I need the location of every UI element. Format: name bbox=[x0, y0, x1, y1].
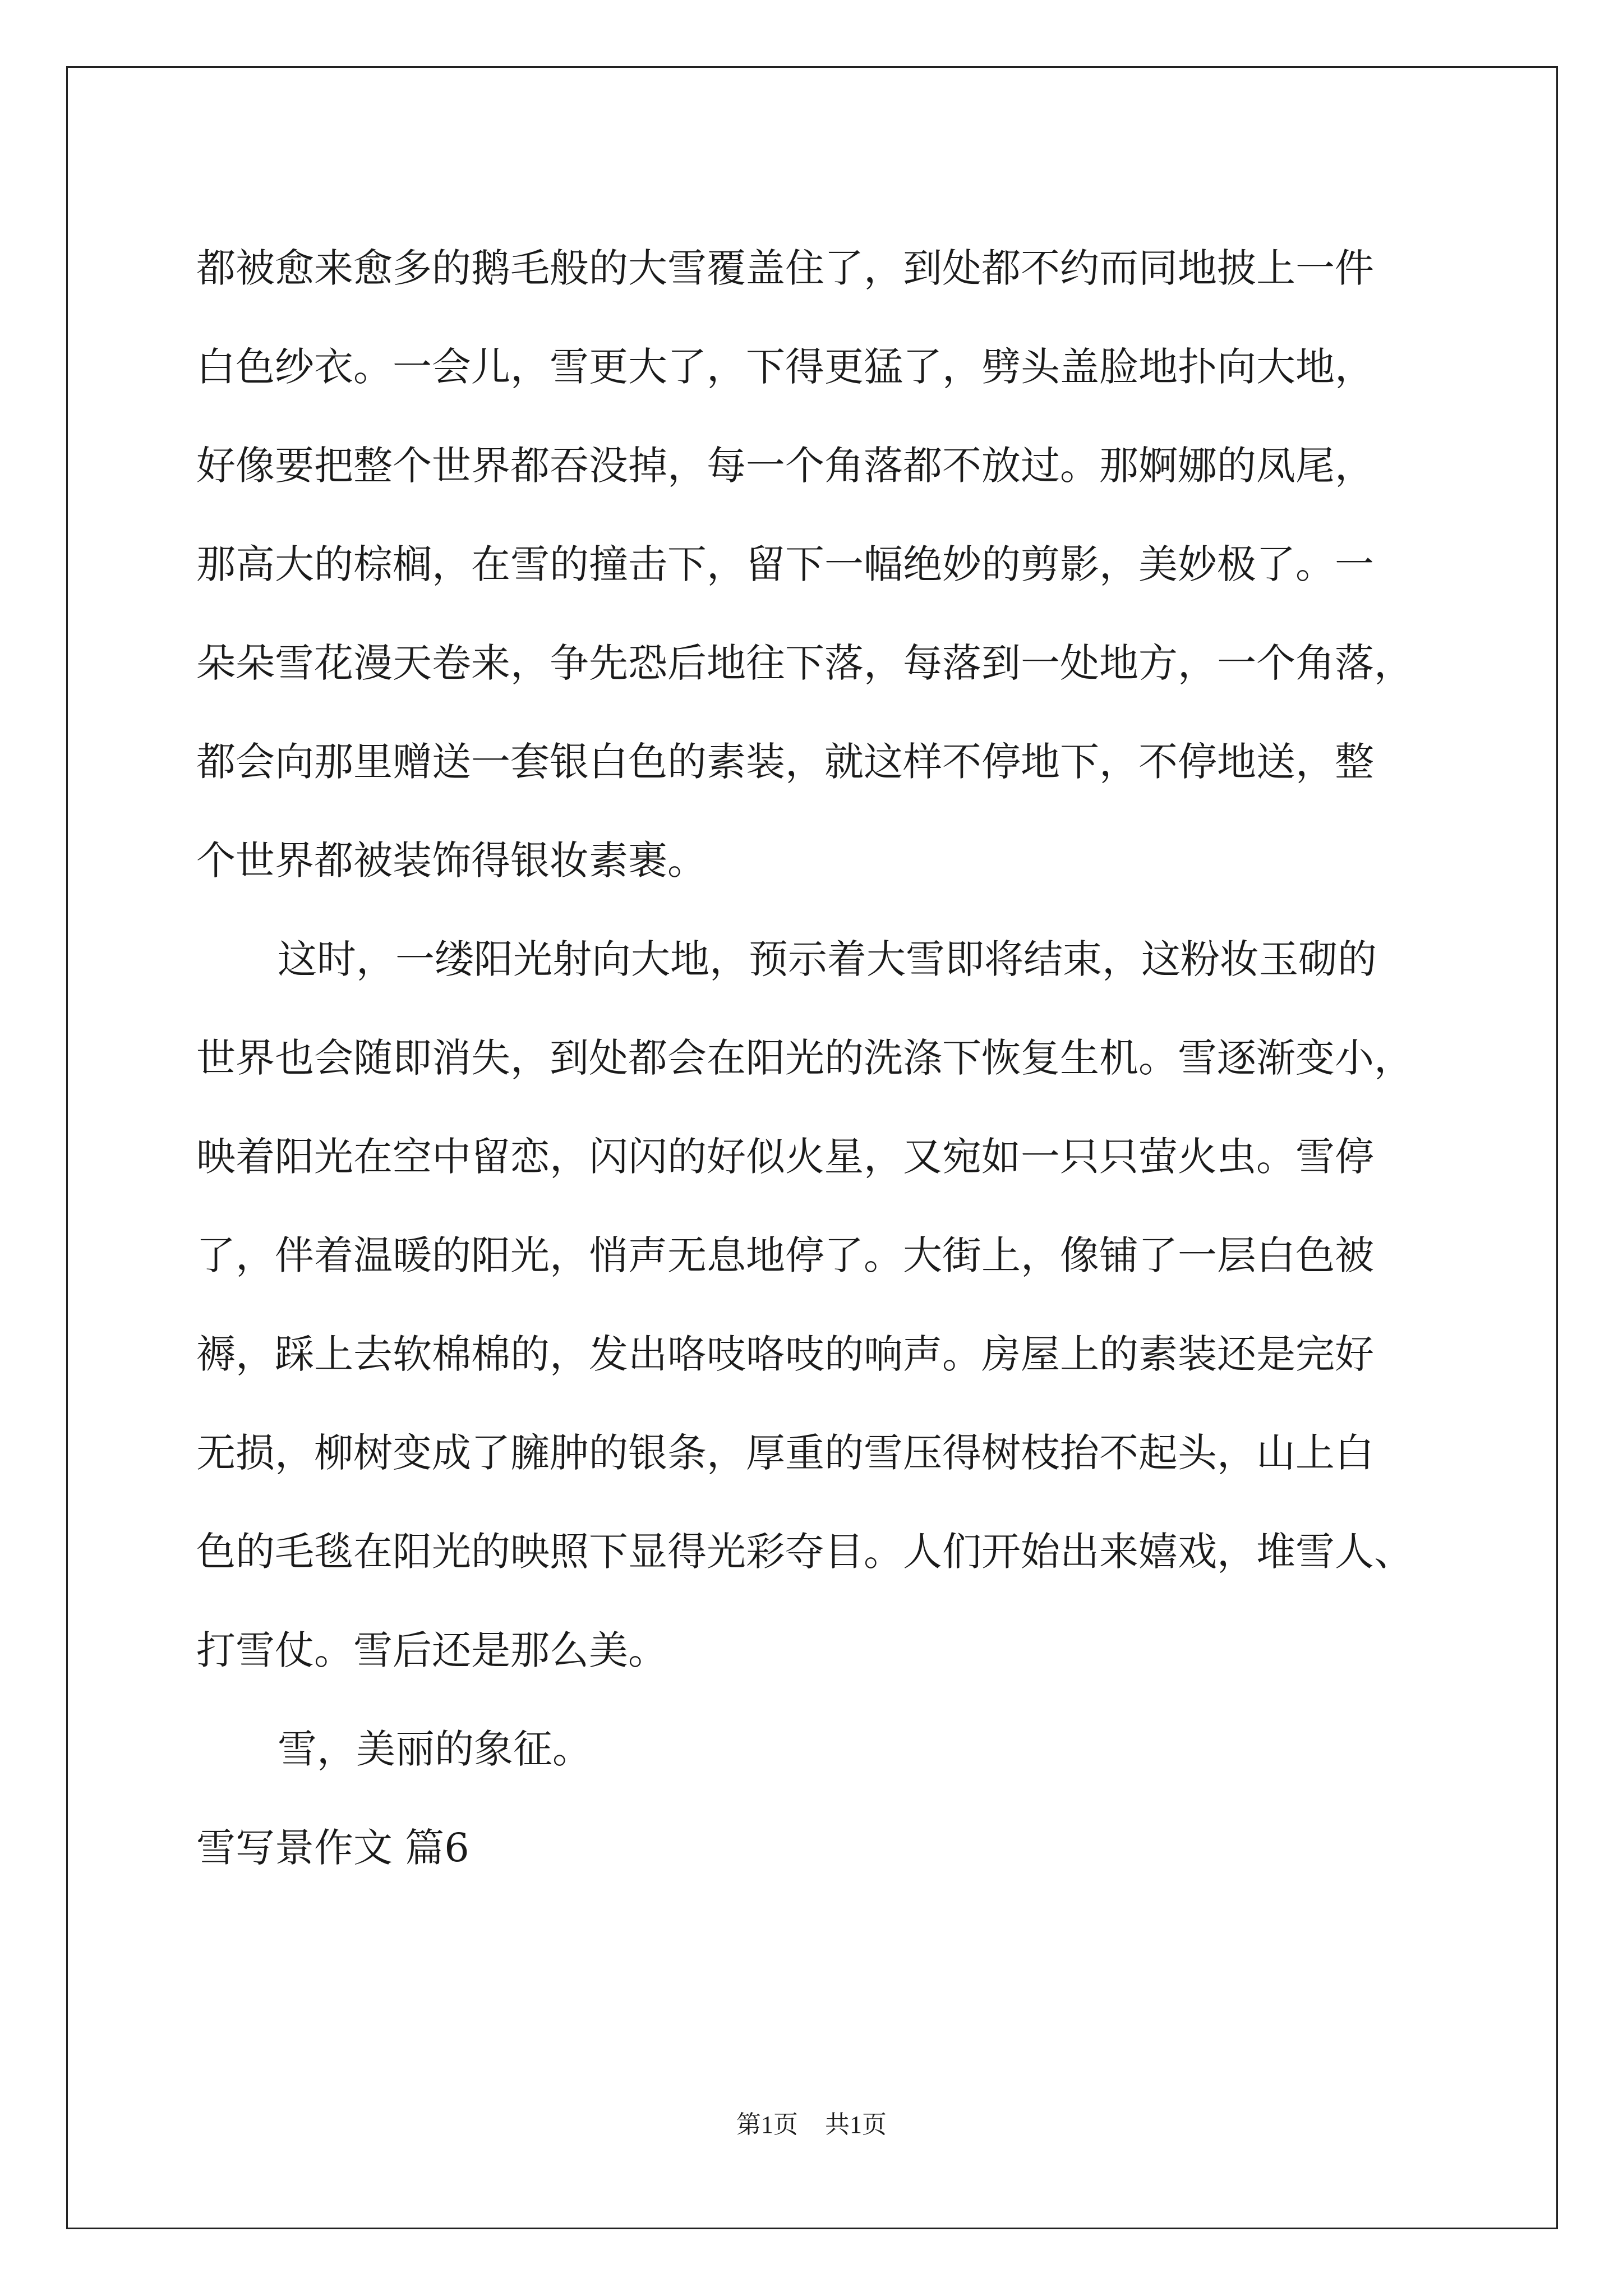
paragraph-2 bbox=[196, 910, 1447, 1700]
document-body bbox=[196, 219, 1447, 1897]
text-line: 了，伴着温暖的阳光，悄声无息地停了。大街上，像铺了一层白色被 bbox=[196, 1232, 1374, 1278]
text-line: 白色纱衣。一会儿，雪更大了，下得更猛了，劈头盖脸地扑向大地， bbox=[196, 344, 1374, 390]
text-line: 好像要把整个世界都吞没掉，每一个角落都不放过。那婀娜的凤尾， bbox=[196, 443, 1374, 489]
page-number-total: 共1页 bbox=[825, 2111, 887, 2138]
text-line: 那高大的棕榈，在雪的撞击下，留下一幅绝妙的剪影，美妙极了。一 bbox=[196, 541, 1374, 587]
text-line: 褥，踩上去软棉棉的，发出咯吱咯吱的响声。房屋上的素装还是完好 bbox=[196, 1331, 1374, 1377]
text-line: 个世界都被装饰得银妆素裹。 bbox=[196, 838, 707, 884]
text-line: 无损，柳树变成了臃肿的银条，厚重的雪压得树枝抬不起头，山上白 bbox=[196, 1430, 1374, 1476]
paragraph-1 bbox=[196, 219, 1447, 910]
text-line: 这时，一缕阳光射向大地，预示着大雪即将结束，这粉妆玉砌的 bbox=[278, 936, 1377, 982]
text-line: 都被愈来愈多的鹅毛般的大雪覆盖住了，到处都不约而同地披上一件 bbox=[196, 245, 1374, 291]
text-line: 雪，美丽的象征。 bbox=[278, 1726, 592, 1772]
text-line: 打雪仗。雪后还是那么美。 bbox=[196, 1627, 667, 1673]
page-footer bbox=[0, 2108, 1623, 2142]
section-heading: 雪写景作文 篇6 bbox=[196, 1825, 469, 1871]
text-line: 映着阳光在空中留恋，闪闪的好似火星，又宛如一只只萤火虫。雪停 bbox=[196, 1134, 1374, 1180]
text-line: 色的毛毯在阳光的映照下显得光彩夺目。人们开始出来嬉戏，堆雪人、 bbox=[196, 1529, 1413, 1575]
text-line: 世界也会随即消失，到处都会在阳光的洗涤下恢复生机。雪逐渐变小， bbox=[196, 1035, 1413, 1081]
text-line: 朵朵雪花漫天卷来，争先恐后地往下落，每落到一处地方，一个角落， bbox=[196, 640, 1413, 686]
text-line: 都会向那里赠送一套银白色的素装，就这样不停地下，不停地送，整 bbox=[196, 739, 1374, 785]
page-number-current: 第1页 bbox=[736, 2111, 798, 2138]
paragraph-3 bbox=[196, 1700, 1447, 1798]
